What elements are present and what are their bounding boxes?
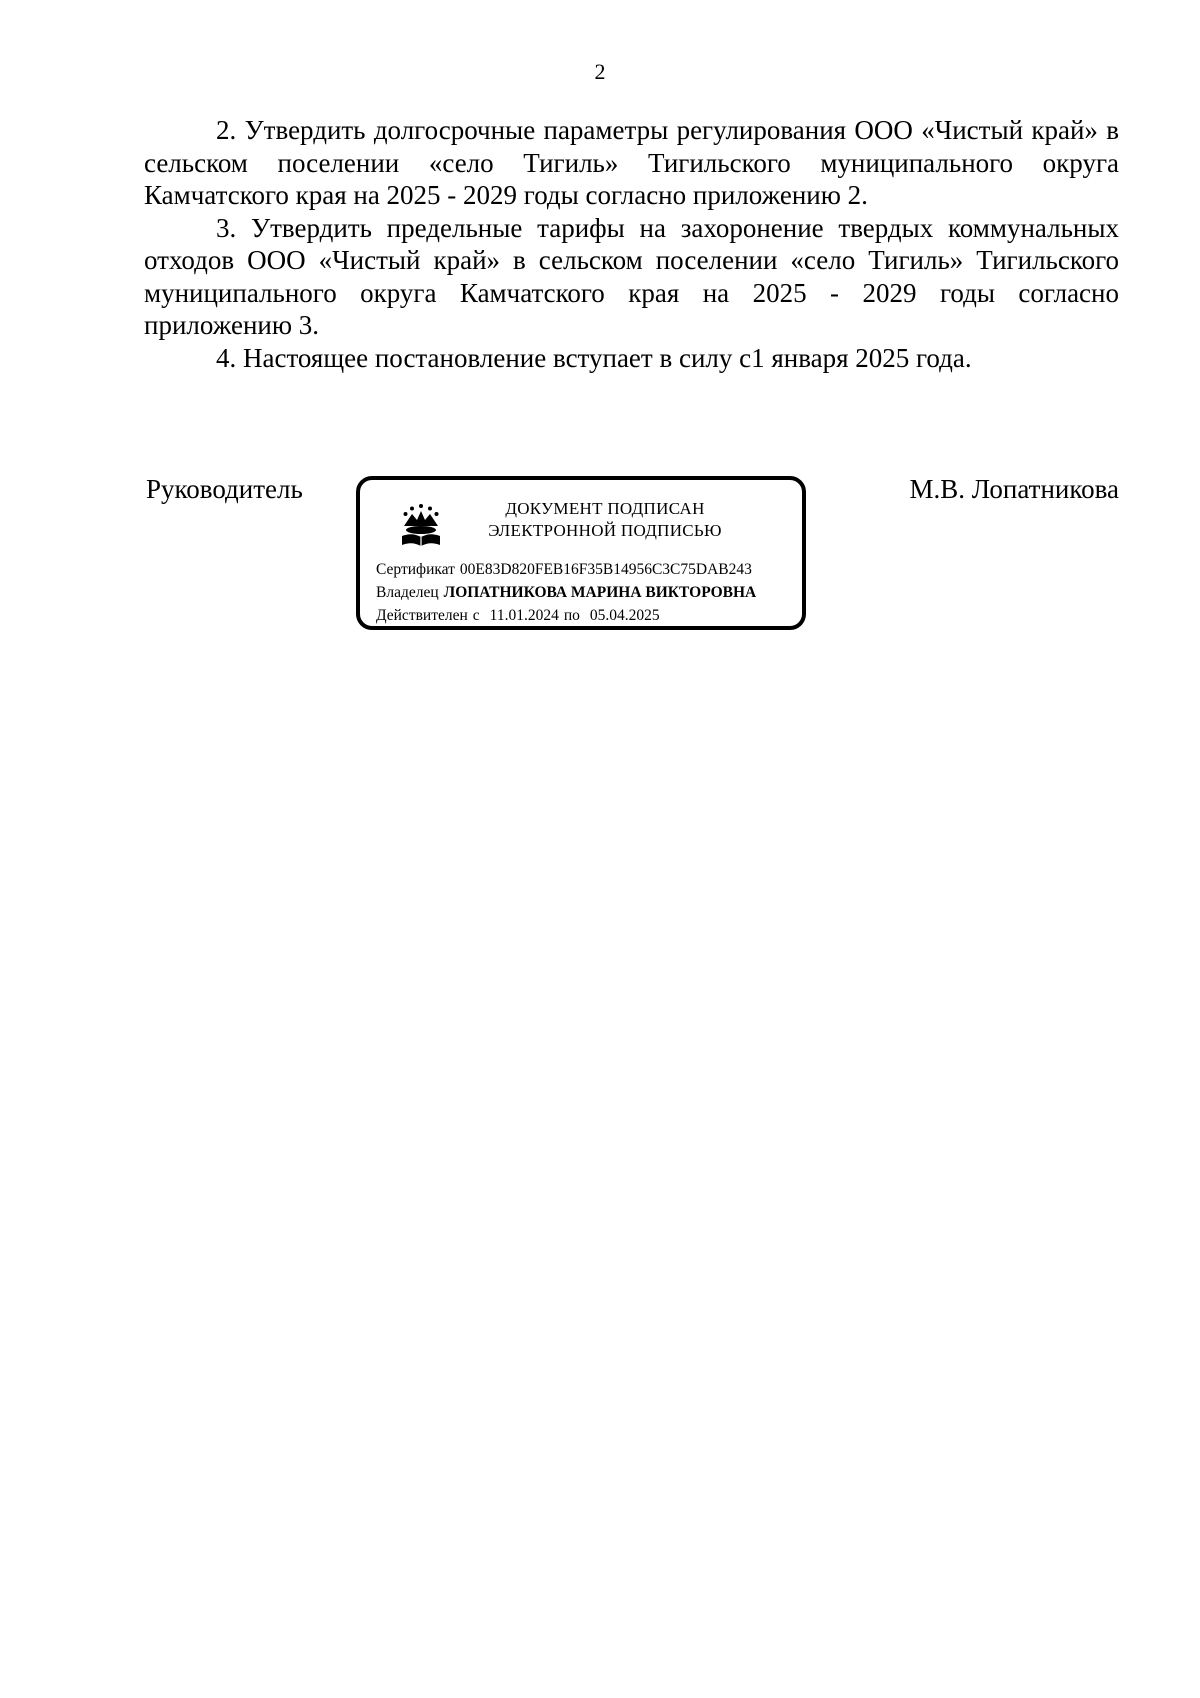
page-number: 2 — [594, 59, 606, 84]
stamp-heading-line2: ЭЛЕКТРОННОЙ ПОДПИСЬЮ — [488, 521, 722, 540]
paragraph-item-3: 3. Утвердить предельные тарифы на захоронение твердых коммунальных отходов ООО «Чистый край» в сельском поселении «село Тигиль» Тигильского муниципального округа Камчатского края на 2025 - 2029 годы согласно приложению 3. — [144, 212, 1119, 340]
paragraph-item-4: 4. Настоящее постановление вступает в силу с1 января 2025 года. — [216, 342, 972, 373]
document-body — [144, 114, 1119, 374]
paragraph-item-2: 2. Утвердить долгосрочные параметры регулирования ООО «Чистый край» в сельском поселении «село Тигиль» Тигильского муниципального округа Камчатского края на 2025 - 2029 годы согласно приложению 2. — [144, 115, 1119, 210]
kamchatka-emblem-icon — [396, 500, 446, 550]
valid-from-prefix: с — [472, 607, 480, 624]
certificate-value: 00E83D820FEB16F35B14956C3C75DAB243 — [459, 561, 752, 578]
stamp-validity — [376, 606, 660, 626]
valid-label: Действителен — [376, 607, 468, 624]
valid-to: 05.04.2025 — [589, 607, 660, 624]
signer-name: М.В. Лопатникова — [909, 474, 1119, 504]
stamp-heading — [460, 498, 750, 542]
stamp-heading-line1: ДОКУМЕНТ ПОДПИСАН — [505, 499, 705, 518]
valid-to-prefix: по — [563, 607, 580, 624]
owner-label: Владелец — [376, 584, 439, 601]
electronic-signature-stamp — [356, 476, 806, 630]
owner-value: ЛОПАТНИКОВА МАРИНА ВИКТОРОВНА — [443, 584, 757, 601]
certificate-label: Сертификат — [376, 561, 455, 578]
stamp-owner — [376, 583, 756, 603]
valid-from: 11.01.2024 — [489, 607, 559, 624]
stamp-certificate — [376, 560, 752, 580]
signer-title: Руководитель — [146, 474, 303, 504]
